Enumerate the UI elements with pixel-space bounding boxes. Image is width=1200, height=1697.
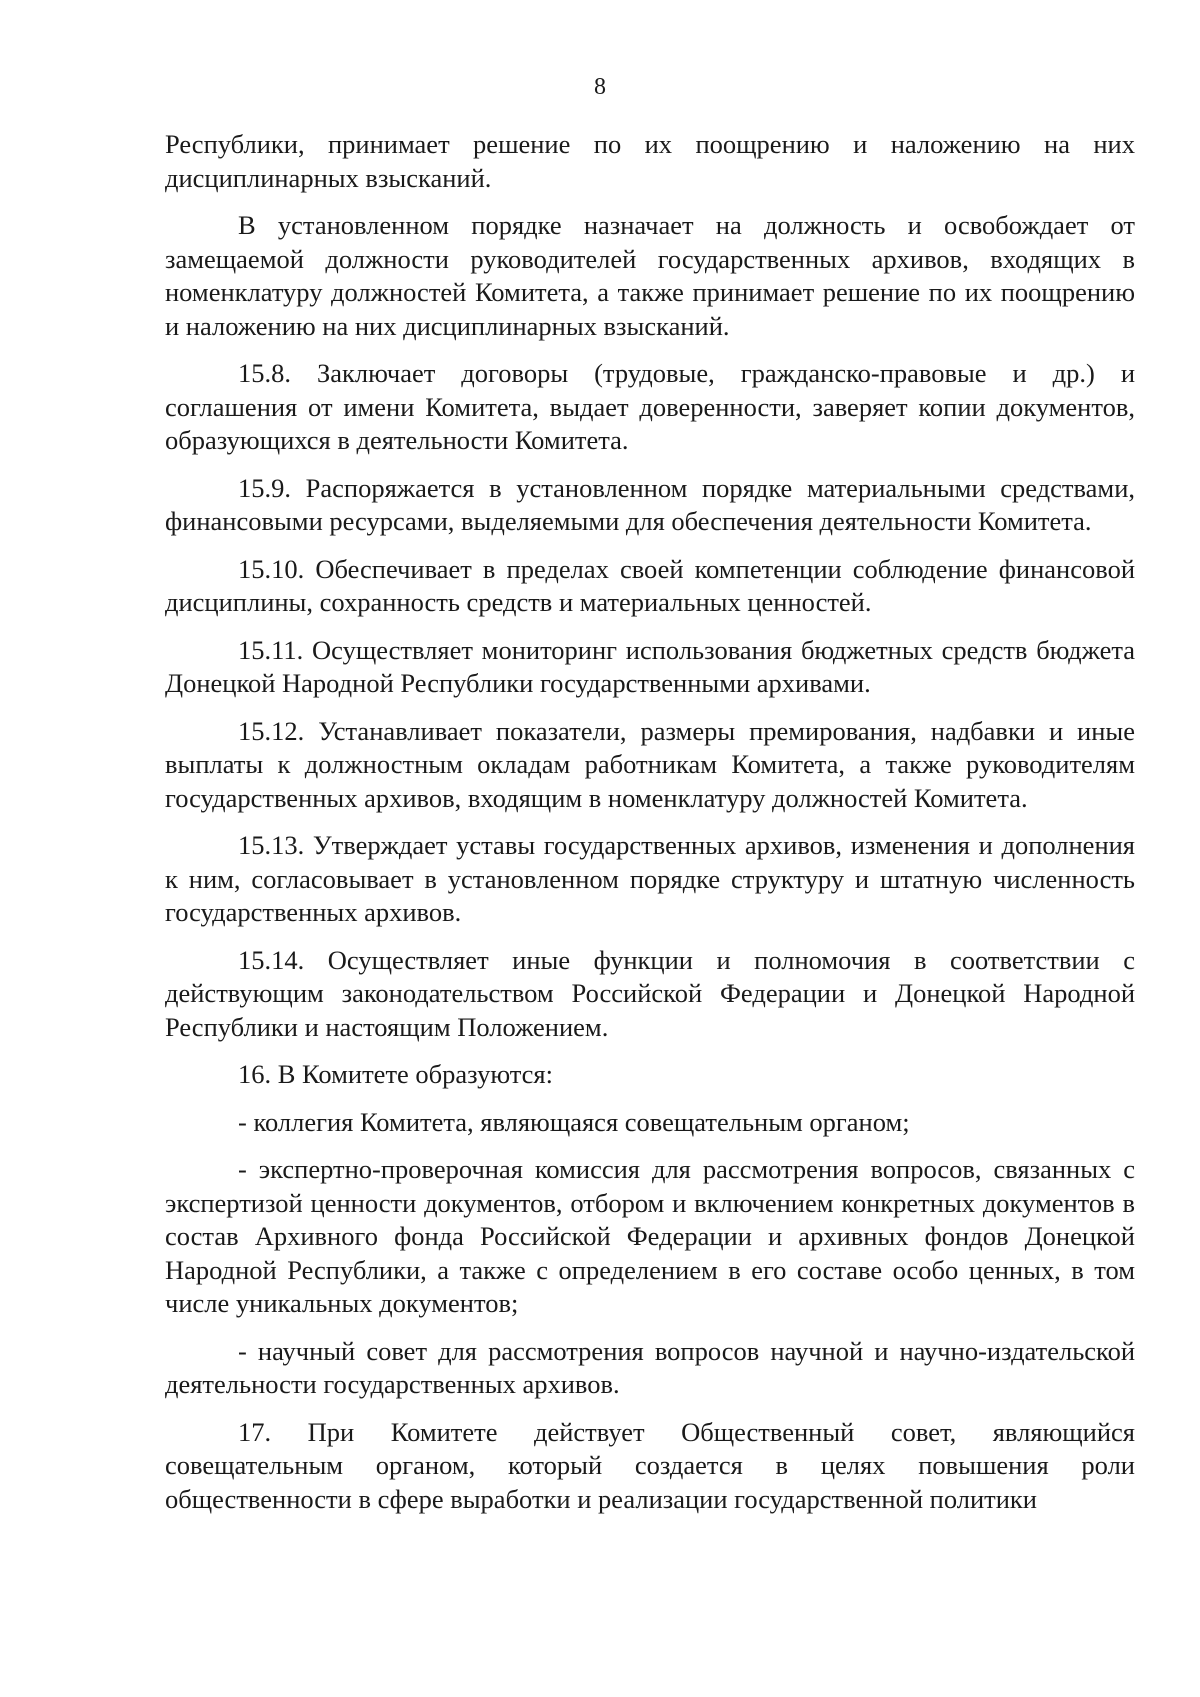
- paragraph-16: 16. В Комитете образуются:: [238, 1059, 553, 1089]
- list-item-collegium: - коллегия Комитета, являющаяся совещательным органом;: [238, 1106, 910, 1137]
- paragraph-continuation: Республики, принимает решение по их поощрению и наложению на них дисциплинарных взысканий.: [165, 129, 1135, 193]
- paragraph-15-8: 15.8. Заключает договоры (трудовые, гражданско-правовые и др.) и соглашения от имени Комитета, выдает доверенности, заверяет копии документов, образующихся в деятельности Комитета.: [165, 358, 1135, 455]
- paragraph-17: 17. При Комитете действует Общественный совет, являющийся совещательным органом, который создается в целях повышения роли общественности в сфере выработки и реализации государственной политики: [165, 1416, 1135, 1514]
- list-item-scientific-council: - научный совет для рассмотрения вопросов научной и научно-издательской деятельности государственных архивов.: [165, 1335, 1135, 1399]
- paragraph-15-12: 15.12. Устанавливает показатели, размеры премирования, надбавки и иные выплаты к должностным окладам работникам Комитета, а также руководителям государственных архивов, входящим в номенклатуру должностей Комитета.: [165, 715, 1135, 813]
- paragraph-appointment: В установленном порядке назначает на должность и освобождает от замещаемой должности руководителей государственных архивов, входящих в номенклатуру должностей Комитета, а также принимает решение по их поощрению и наложению на них дисциплинарных взысканий.: [165, 210, 1135, 341]
- list-item-expert-commission: - экспертно-проверочная комиссия для рассмотрения вопросов, связанных с экспертизой ценности документов, отбором и включением конкретных документов в состав Архивного фонда Российской Федерации и архивных фондов Донецкой Народной Республики, а также с определением в его составе особо ценных, в том числе уникальных документов;: [165, 1154, 1135, 1318]
- paragraph-15-11: 15.11. Осуществляет мониторинг использования бюджетных средств бюджета Донецкой Народной Республики государственными архивами.: [165, 634, 1135, 698]
- page-number: 8: [594, 74, 606, 100]
- paragraph-15-14: 15.14. Осуществляет иные функции и полномочия в соответствии с действующим законодательством Российской Федерации и Донецкой Народной Республики и настоящим Положением.: [165, 944, 1135, 1042]
- paragraph-15-9: 15.9. Распоряжается в установленном порядке материальными средствами, финансовыми ресурсами, выделяемыми для обеспечения деятельности Комитета.: [165, 472, 1135, 536]
- paragraph-15-10: 15.10. Обеспечивает в пределах своей компетенции соблюдение финансовой дисциплины, сохранность средств и материальных ценностей.: [165, 553, 1135, 617]
- paragraph-15-13: 15.13. Утверждает уставы государственных архивов, изменения и дополнения к ним, согласовывает в установленном порядке структуру и штатную численность государственных архивов.: [165, 830, 1135, 927]
- document-body: [165, 128, 1135, 1530]
